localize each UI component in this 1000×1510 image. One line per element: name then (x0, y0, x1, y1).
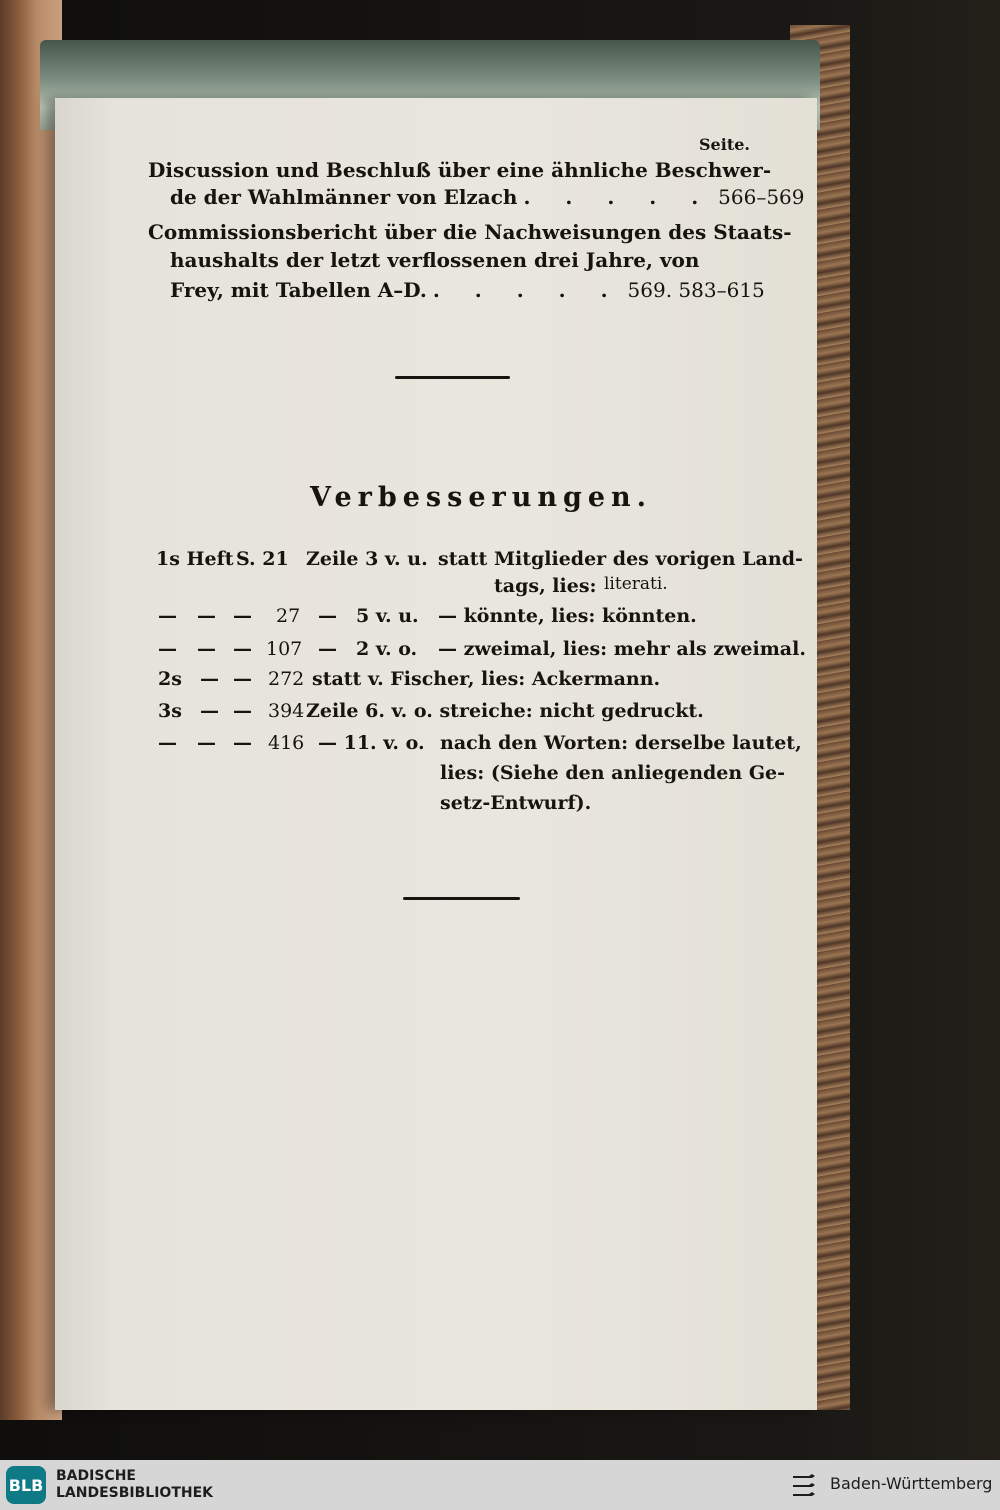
errata-row-4-page: 272 (268, 668, 305, 690)
errata-row-2-line: 5 v. u. (356, 605, 419, 627)
blb-name (56, 1468, 213, 1502)
bw-label[interactable]: Baden-Württemberg (830, 1474, 993, 1493)
errata-row-6-dash-1: — (158, 732, 177, 754)
errata-row-6-line: — 11. v. o. (318, 732, 425, 754)
toc-leader-dots: . . . . . (523, 185, 713, 209)
toc-entry-2-pages: 569. 583–615 (627, 278, 765, 302)
errata-row-6-text: nach den Worten: derselbe lautet, (440, 732, 802, 754)
toc-entry-1-text: Discussion und Beschluß über eine ähnliche Beschwer- (148, 158, 772, 182)
errata-row-6-dash-2: — (197, 732, 216, 754)
footer-bar (0, 1460, 1000, 1510)
blb-name-line-2: LANDESBIBLIOTHEK (56, 1485, 214, 1501)
errata-row-6-continuation-2: setz-Entwurf). (440, 792, 592, 814)
errata-row-5-dash-2: — (200, 700, 219, 722)
errata-row-6-dash-3: — (233, 732, 252, 754)
errata-row-6-continuation-1: lies: (Siehe den anliegenden Ge- (440, 762, 786, 784)
errata-row-6-page: 416 (268, 732, 305, 754)
errata-row-5-page: 394 (268, 700, 305, 722)
errata-row-1-continuation: tags, lies: (494, 575, 597, 597)
toc-entry-2-text-3: Frey, mit Tabellen A–D. (170, 278, 427, 302)
blb-logo[interactable]: BLB (6, 1466, 46, 1504)
errata-row-4-dash-3: — (233, 668, 252, 690)
errata-row-1-text: statt Mitglieder des vorigen Land- (438, 548, 803, 570)
errata-row-4-heft: 2s (158, 668, 182, 690)
errata-row-1-heft: 1s Heft (156, 548, 234, 570)
section-divider-top (395, 376, 510, 379)
errata-row-2-dash-3: — (233, 605, 252, 627)
errata-row-2-dash-4: — (318, 605, 337, 627)
errata-row-5-heft: 3s (158, 700, 182, 722)
toc-entry-2-line1 (148, 220, 792, 250)
toc-entry-1-text-2: de der Wahlmänner von Elzach (170, 185, 518, 209)
toc-entry-1-pages: 566–569 (718, 185, 805, 209)
errata-row-2-dash-2: — (197, 605, 216, 627)
errata-row-3-dash-1: — (158, 638, 177, 660)
errata-row-1-page: S. 21 (236, 548, 289, 570)
errata-row-3-dash-2: — (197, 638, 216, 660)
errata-row-2-dash-1: — (158, 605, 177, 627)
toc-entry-2-text-2: haushalts der letzt verflossenen drei Jahre, von (170, 248, 700, 272)
blb-name-line-1: BADISCHE (56, 1468, 136, 1484)
toc-entry-1-line1 (148, 158, 772, 188)
errata-row-3-text: — zweimal, lies: mehr als zweimal. (438, 638, 806, 660)
errata-row-2-text: — könnte, lies: könnten. (438, 605, 697, 627)
errata-row-3-line: 2 v. o. (356, 638, 418, 660)
toc-entry-2-text: Commissionsbericht über die Nachweisungen des Staats- (148, 220, 792, 244)
errata-row-3-page: 107 (266, 638, 303, 660)
errata-row-5-dash-3: — (233, 700, 252, 722)
errata-row-5-text: Zeile 6. v. o. streiche: nicht gedruckt. (306, 700, 704, 722)
errata-heading: Verbesserungen. (310, 482, 653, 513)
errata-row-2-page: 27 (276, 605, 301, 627)
errata-row-3-dash-4: — (318, 638, 337, 660)
errata-row-1-correction: literati. (604, 574, 668, 594)
errata-row-1-line: Zeile 3 v. u. (306, 548, 428, 570)
section-divider-bottom (403, 897, 520, 900)
book-cover-left (0, 0, 62, 1420)
three-lions-icon (788, 1470, 822, 1500)
errata-row-3-dash-3: — (233, 638, 252, 660)
errata-row-4-dash-2: — (200, 668, 219, 690)
toc-leader-dots: . . . . . (432, 278, 622, 302)
page-column-label: Seite. (699, 135, 750, 154)
toc-entry-2-line3 (170, 278, 765, 308)
toc-entry-2-line2 (170, 248, 748, 278)
errata-row-4-text: statt v. Fischer, lies: Ackermann. (312, 668, 661, 690)
toc-entry-1-line2 (170, 185, 805, 215)
